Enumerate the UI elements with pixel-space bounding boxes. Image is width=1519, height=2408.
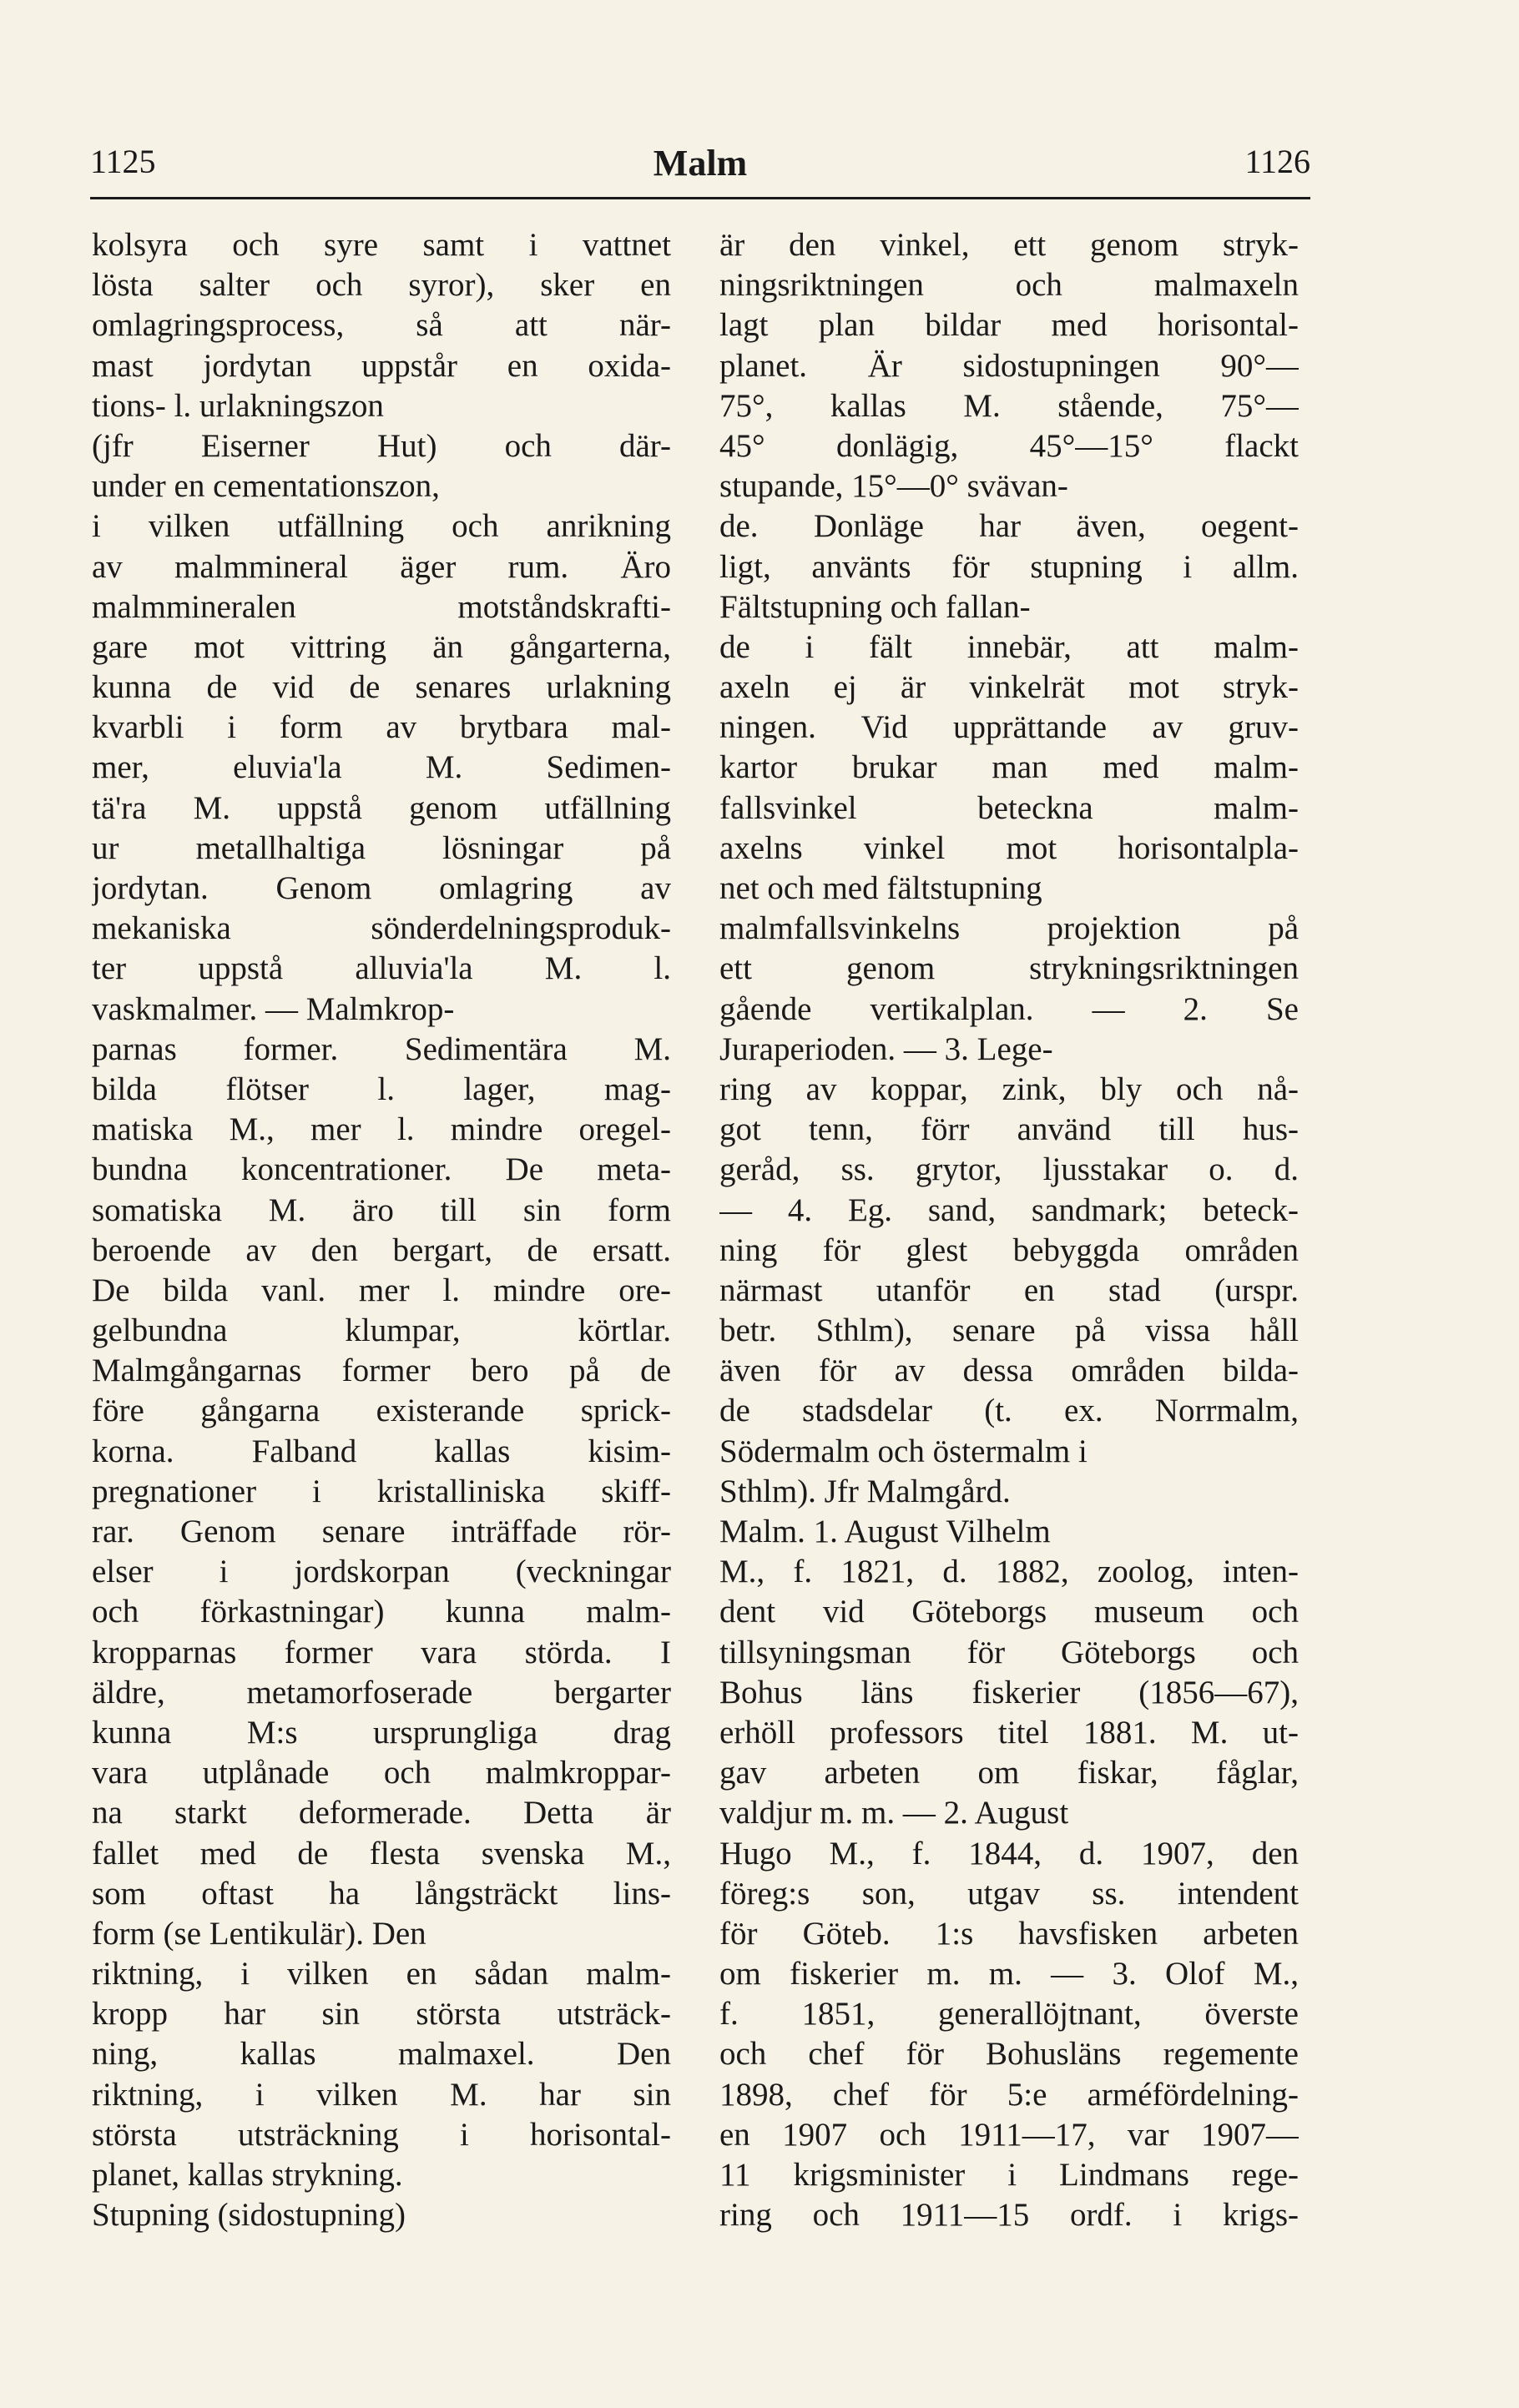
text-line: (jfr Eiserner Hut) och där- [92, 427, 671, 464]
page-number-right: 1126 [1244, 143, 1310, 180]
text-line: fallsvinkel beteckna malm- [719, 789, 1299, 826]
text-line: somatiska M. äro till sin form [92, 1191, 671, 1228]
text-line: ett genom strykningsriktningen [719, 950, 1299, 987]
text-line: Sthlm). Jfr Malmgård. [719, 1473, 1011, 1509]
text-line: dent vid Göteborgs museum och [719, 1594, 1299, 1630]
text-line: som oftast ha långsträckt lins- [92, 1875, 671, 1912]
text-line: tillsyningsman för Göteborgs och [719, 1634, 1299, 1670]
text-line: 11 krigsminister i Lindmans rege- [719, 2157, 1299, 2193]
text-line: parnas former. Sedimentära M. [92, 1030, 671, 1067]
text-line: M., f. 1821, d. 1882, zoolog, inten- [719, 1554, 1299, 1590]
text-line: gare mot vittring än gångarterna, [92, 628, 671, 665]
text-line: 75°, kallas M. stående, 75°— [719, 387, 1299, 424]
text-line: pregnationer i kristalliniska skiff- [92, 1473, 671, 1509]
text-line: ligt, använts för stupning i allm. [719, 548, 1299, 585]
running-headword: Malm [653, 143, 748, 184]
text-line: gående vertikalplan. — 2. Se [719, 990, 1299, 1027]
text-line: ningen. Vid upprättande av gruv- [719, 709, 1299, 746]
text-line: föreg:s son, utgav ss. intendent [719, 1875, 1299, 1912]
text-line: kunna M:s ursprungliga drag [92, 1714, 671, 1751]
text-line: i vilken utfällning och anrikning [92, 508, 671, 545]
text-line: Fältstupning och fallan- [719, 588, 1031, 625]
text-line: de. Donläge har även, oegent- [719, 508, 1299, 545]
text-line: är den vinkel, ett genom stryk- [719, 227, 1299, 263]
text-line: omlagringsprocess, så att när- [92, 307, 671, 344]
text-line: bilda flötser l. lager, mag- [92, 1071, 671, 1107]
text-line: och förkastningar) kunna malm- [92, 1594, 671, 1630]
text-line: malmmineralen motståndskrafti- [92, 588, 671, 625]
text-line: kartor brukar man med malm- [719, 749, 1299, 786]
text-line: före gångarna existerande sprick- [92, 1393, 671, 1429]
text-line: — 4. Eg. sand, sandmark; beteck- [719, 1191, 1299, 1228]
text-line: bundna koncentrationer. De meta- [92, 1151, 671, 1188]
header-rule [90, 197, 1310, 199]
text-line: riktning, i vilken en sådan malm- [92, 1956, 671, 1992]
text-line: ning för glest bebyggda områden [719, 1232, 1299, 1268]
text-line: ring av koppar, zink, bly och nå- [719, 1071, 1299, 1107]
text-line: de i fält innebär, att malm- [719, 628, 1299, 665]
text-line: gelbundna klumpar, körtlar. [92, 1312, 671, 1349]
text-line: gav arbeten om fiskar, fåglar, [719, 1755, 1299, 1791]
text-line: kunna de vid de senares urlakning [92, 669, 671, 706]
text-line: planet, kallas strykning. [92, 2157, 403, 2193]
text-line: jordytan. Genom omlagring av [92, 870, 671, 906]
text-line: got tenn, förr använd till hus- [719, 1111, 1299, 1148]
text-line: korna. Falband kallas kisim- [92, 1433, 671, 1469]
text-line: Stupning (sidostupning) [92, 2197, 406, 2234]
right-column [719, 225, 1299, 2235]
text-line: erhöll professors titel 1881. M. ut- [719, 1714, 1299, 1751]
text-line: Hugo M., f. 1844, d. 1907, den [719, 1835, 1299, 1871]
text-line: vaskmalmer. — Malmkrop- [92, 990, 455, 1027]
text-line: för Göteb. 1:s havsfisken arbeten [719, 1915, 1299, 1952]
text-line: även för av dessa områden bilda- [719, 1353, 1299, 1389]
text-line: och chef för Bohusläns regemente [719, 2036, 1299, 2073]
text-line: fallet med de flesta svenska M., [92, 1835, 671, 1871]
text-line: kvarbli i form av brytbara mal- [92, 709, 671, 746]
text-line: De bilda vanl. mer l. mindre ore- [92, 1272, 671, 1308]
text-line: matiska M., mer l. mindre oregel- [92, 1111, 671, 1148]
text-line: lagt plan bildar med horisontal- [719, 307, 1299, 344]
text-line: axelns vinkel mot horisontalpla- [719, 829, 1299, 866]
text-line: de stadsdelar (t. ex. Norrmalm, [719, 1393, 1299, 1429]
text-line: kropp har sin största utsträck- [92, 1996, 671, 2033]
text-line: Bohus läns fiskerier (1856—67), [719, 1674, 1299, 1710]
text-line: ningsriktningen och malmaxeln [719, 267, 1299, 304]
text-line: vara utplånade och malmkroppar- [92, 1755, 671, 1791]
left-column [92, 225, 671, 2235]
text-line: ning, kallas malmaxel. Den [92, 2036, 671, 2073]
text-line: ur metallhaltiga lösningar på [92, 829, 671, 866]
text-line: Södermalm och östermalm i [719, 1433, 1088, 1469]
text-line: av malmmineral äger rum. Äro [92, 548, 671, 585]
text-line: kropparnas former vara störda. I [92, 1634, 671, 1670]
text-line: under en cementationszon, [92, 468, 440, 505]
text-line: lösta salter och syror), sker en [92, 267, 671, 304]
text-line: malmfallsvinkelns projektion på [719, 910, 1299, 947]
text-line: en 1907 och 1911—17, var 1907— [719, 2116, 1299, 2153]
text-line: elser i jordskorpan (veckningar [92, 1554, 671, 1590]
text-line: 1898, chef för 5:e arméfördelning- [719, 2076, 1299, 2113]
text-line: Juraperioden. — 3. Lege- [719, 1030, 1053, 1067]
page-number-left: 1125 [90, 143, 156, 180]
text-line: riktning, i vilken M. har sin [92, 2076, 671, 2113]
text-line: form (se Lentikulär). Den [92, 1915, 426, 1952]
text-line: närmast utanför en stad (urspr. [719, 1272, 1299, 1308]
text-line: valdjur m. m. — 2. August [719, 1795, 1069, 1831]
text-line: mast jordytan uppstår en oxida- [92, 347, 671, 384]
text-line: om fiskerier m. m. — 3. Olof M., [719, 1956, 1299, 1992]
text-line: ring och 1911—15 ordf. i krigs- [719, 2197, 1299, 2234]
text-line: Malmgångarnas former bero på de [92, 1353, 671, 1389]
text-line: geråd, ss. grytor, ljusstakar o. d. [719, 1151, 1299, 1188]
text-line: na starkt deformerade. Detta är [92, 1795, 671, 1831]
text-line: 45° donlägig, 45°—15° flackt [719, 427, 1299, 464]
text-line: f. 1851, generallöjtnant, överste [719, 1996, 1299, 2033]
text-line: ter uppstå alluvia'la M. l. [92, 950, 671, 987]
text-line: rar. Genom senare inträffade rör- [92, 1514, 671, 1549]
text-line: tions- l. urlakningszon [92, 387, 384, 424]
text-line: planet. Är sidostupningen 90°— [719, 347, 1299, 384]
text-line: net och med fältstupning [719, 870, 1042, 906]
text-line: mer, eluvia'la M. Sedimen- [92, 749, 671, 786]
text-line: beroende av den bergart, de ersatt. [92, 1232, 671, 1268]
text-line: axeln ej är vinkelrät mot stryk- [719, 669, 1299, 706]
text-line: stupande, 15°—0° svävan- [719, 468, 1068, 505]
text-line: mekaniska sönderdelningsproduk- [92, 910, 671, 947]
text-line: tä'ra M. uppstå genom utfällning [92, 789, 671, 826]
text-line: Malm. 1. August Vilhelm [719, 1514, 1051, 1549]
text-line: betr. Sthlm), senare på vissa håll [719, 1312, 1299, 1349]
text-line: äldre, metamorfoserade bergarter [92, 1674, 671, 1710]
text-line: kolsyra och syre samt i vattnet [92, 227, 671, 263]
page-header [90, 142, 1310, 192]
text-line: största utsträckning i horisontal- [92, 2116, 671, 2153]
